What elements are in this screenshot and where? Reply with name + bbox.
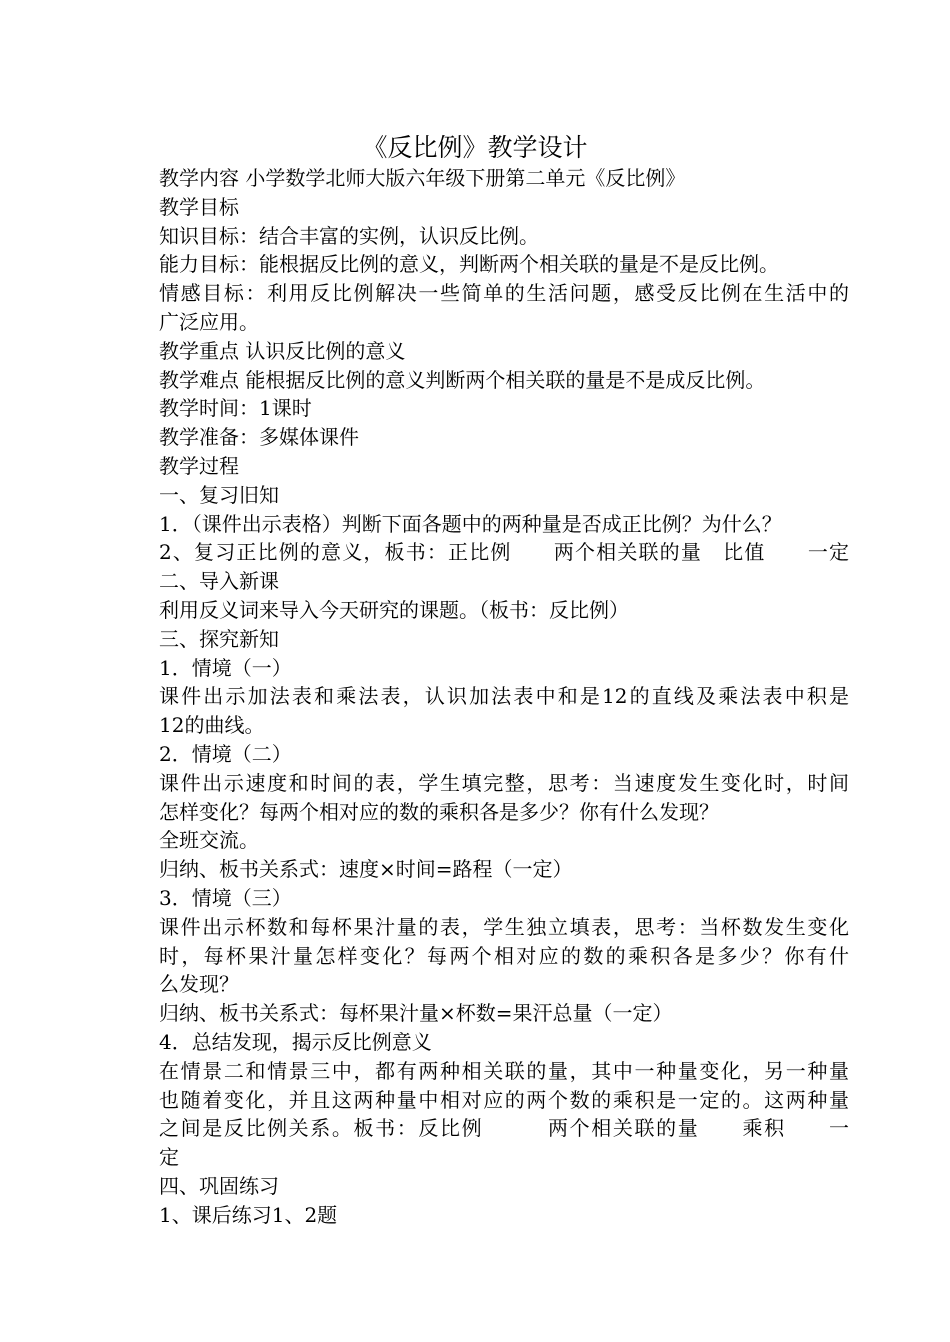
document-title: 《反比例》教学设计	[362, 133, 588, 162]
text-line: 教学重点 认识反比例的意义	[159, 338, 406, 363]
text-line: 教学准备：多媒体课件	[159, 425, 359, 450]
text-line: 1、课后练习1、2题	[159, 1202, 338, 1227]
text-line: 广泛应用。	[159, 309, 259, 334]
text-line: 也随着变化，并且这两种量中相对应的两个数的乘积是一定的。这两种量	[159, 1087, 849, 1112]
text-line: 能力目标：能根据反比例的意义，判断两个相关联的量是不是反比例。	[159, 252, 779, 277]
text-line: 归纳、板书关系式：速度×时间=路程（一定）	[159, 857, 573, 882]
text-line: 1．（课件出示表格）判断下面各题中的两种量是否成正比例？为什么？	[159, 511, 782, 536]
text-line: 知识目标：结合丰富的实例，认识反比例。	[159, 223, 539, 248]
text-line: 在情景二和情景三中，都有两种相关联的量，其中一种量变化，另一种量	[159, 1058, 849, 1083]
text-line: 课件出示速度和时间的表，学生填完整，思考：当速度发生变化时，时间	[159, 770, 849, 795]
text-line: 12的曲线。	[159, 713, 265, 738]
text-line: 2．情境（二）	[159, 741, 292, 766]
text-line: 1．情境（一）	[159, 655, 292, 680]
text-line: 教学难点 能根据反比例的意义判断两个相关联的量是不是成反比例。	[159, 367, 766, 392]
text-line: 教学目标	[159, 194, 239, 219]
text-line: 时，每杯果汁量怎样变化？每两个相对应的数的乘积各是多少？你有什	[159, 943, 849, 968]
document-body	[159, 164, 849, 1229]
section-heading: 二、导入新课	[159, 569, 279, 594]
text-line: 怎样变化？每两个相对应的数的乘积各是多少？你有什么发现？	[159, 799, 719, 824]
text-line: 利用反义词来导入今天研究的课题。（板书：反比例）	[159, 597, 629, 622]
section-heading: 三、探究新知	[159, 626, 279, 651]
section-heading: 四、巩固练习	[159, 1173, 279, 1198]
text-line: 教学时间：1课时	[159, 396, 312, 421]
text-line: 课件出示杯数和每杯果汁量的表，学生独立填表，思考：当杯数发生变化	[159, 914, 849, 939]
text-line: 教学过程	[159, 453, 239, 478]
text-line: 课件出示加法表和乘法表，认识加法表中和是12的直线及乘法表中积是	[159, 684, 849, 709]
text-line: 定	[159, 1145, 179, 1170]
text-line: 4．总结发现，揭示反比例意义	[159, 1029, 432, 1054]
text-line: 归纳、板书关系式：每杯果汁量×杯数=果汗总量（一定）	[159, 1001, 673, 1026]
text-line: 3．情境（三）	[159, 885, 292, 910]
text-line: 教学内容 小学数学北师大版六年级下册第二单元《反比例》	[159, 166, 686, 190]
text-line: 全班交流。	[159, 828, 259, 853]
section-heading: 一、复习旧知	[159, 482, 279, 507]
text-line: 2、复习正比例的意义，板书：正比例 两个相关联的量 比值 一定	[159, 540, 849, 565]
text-line: 之间是反比例关系。板书：反比例 两个相关联的量 乘积 一	[159, 1116, 849, 1141]
text-line: 么发现？	[159, 972, 239, 997]
text-line: 情感目标：利用反比例解决一些简单的生活问题，感受反比例在生活中的	[159, 281, 849, 306]
